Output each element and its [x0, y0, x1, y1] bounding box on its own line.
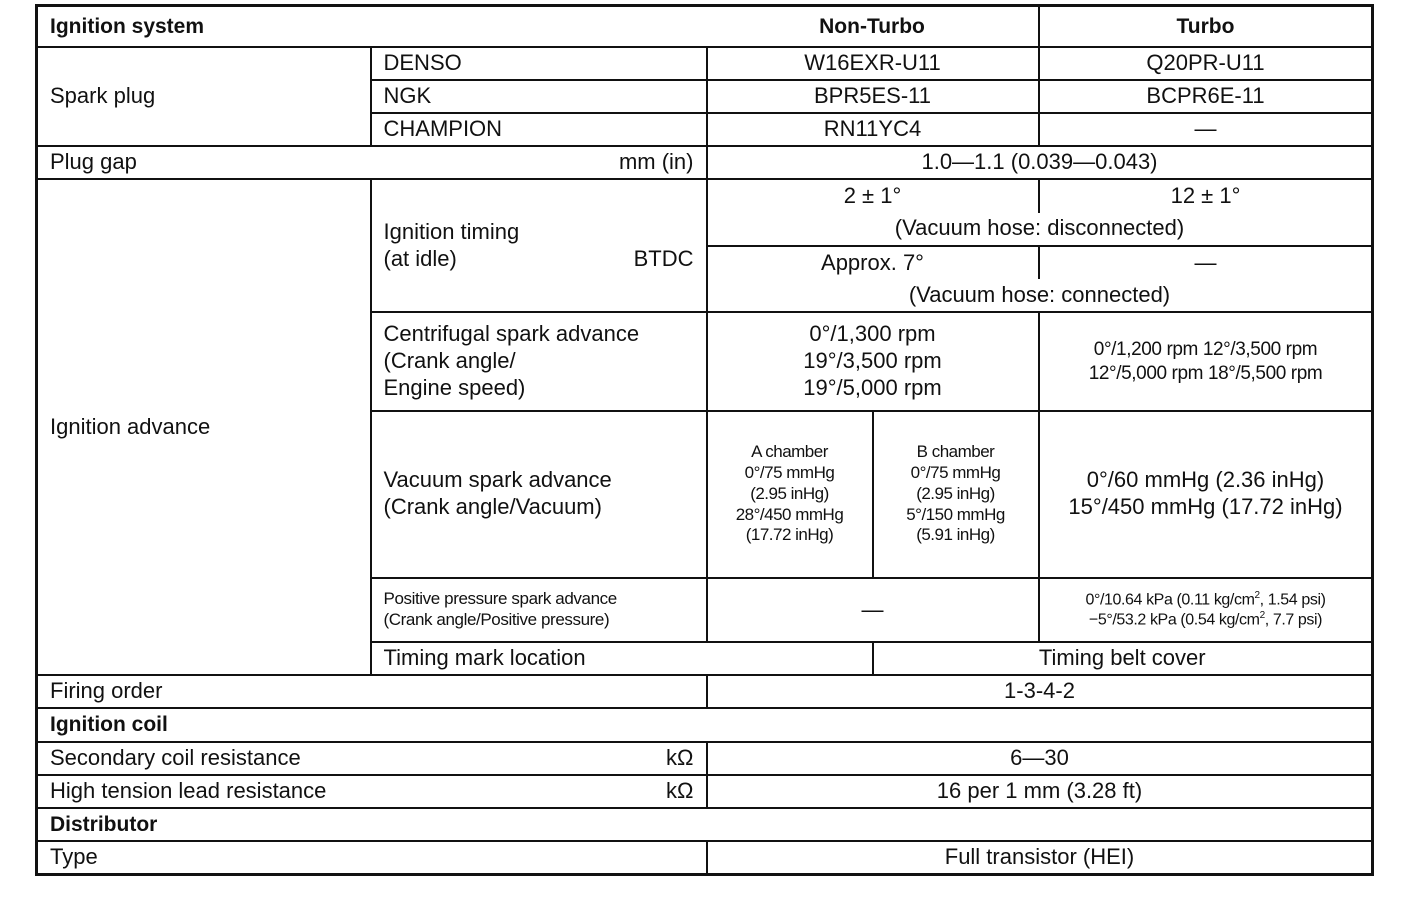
- vacuum-label: Vacuum spark advance: [383, 467, 612, 493]
- header-non-turbo: Non-Turbo: [707, 6, 1039, 47]
- centrifugal-sublabel-1: (Crank angle/: [383, 348, 516, 374]
- centrifugal-non-turbo: [707, 312, 1039, 411]
- positive-turbo-value: [1044, 590, 1368, 610]
- firing-order-value: 1-3-4-2: [707, 675, 1373, 708]
- header-row: [37, 6, 1373, 47]
- timing-disconnected-turbo: 12 ± 1°: [1039, 179, 1373, 212]
- header-turbo: Turbo: [1039, 6, 1373, 47]
- positive-non-turbo: —: [707, 578, 1039, 642]
- a-chamber-value: 0°/75 mmHg: [744, 463, 835, 483]
- distributor-type-row: [37, 841, 1373, 874]
- plug-gap-label-cell: [37, 146, 707, 179]
- plug-gap-row: [37, 146, 1373, 179]
- a-chamber-value: (17.72 inHg): [745, 525, 834, 545]
- timing-disconnected-non-turbo: 2 ± 1°: [707, 179, 1039, 212]
- section-title-ignition-coil: Ignition coil: [37, 708, 1373, 741]
- centrifugal-sublabel-2: Engine speed): [383, 374, 526, 400]
- high-tension-unit: kΩ: [666, 778, 694, 804]
- spark-plug-label: Spark plug: [37, 47, 371, 147]
- centrifugal-label-cell: [371, 312, 707, 411]
- spark-plug-turbo: —: [1039, 113, 1373, 146]
- positive-label-cell: [371, 578, 707, 642]
- secondary-coil-row: [37, 742, 1373, 775]
- secondary-coil-label: Secondary coil resistance: [50, 744, 301, 770]
- distributor-type-label: Type: [37, 841, 707, 874]
- superscript-two: 2: [1254, 590, 1260, 602]
- ignition-timing-label-cell: [371, 179, 707, 312]
- firing-order-label: Firing order: [37, 675, 707, 708]
- centrifugal-turbo-value: 12°/5,000 rpm 18°/5,500 rpm: [1088, 362, 1323, 384]
- timing-row-disconnected-values: [37, 179, 1373, 212]
- spark-plug-brand: CHAMPION: [371, 113, 707, 146]
- ignition-timing-unit: BTDC: [633, 245, 694, 271]
- vacuum-label-cell: [371, 411, 707, 578]
- spark-plug-row-denso: [37, 47, 1373, 80]
- section-title-distributor: Distributor: [37, 808, 1373, 841]
- vacuum-turbo-value: 0°/60 mmHg (2.36 inHg): [1086, 467, 1325, 493]
- vacuum-b-chamber: [873, 411, 1039, 578]
- centrifugal-label: Centrifugal spark advance: [383, 321, 640, 347]
- vacuum-turbo-value: 15°/450 mmHg (17.72 inHg): [1068, 494, 1343, 520]
- high-tension-value: 16 per 1 mm (3.28 ft): [707, 775, 1373, 808]
- timing-connected-turbo: —: [1039, 246, 1373, 279]
- timing-mark-label: Timing mark location: [371, 642, 873, 675]
- positive-turbo-text: , 1.54 psi): [1259, 591, 1326, 609]
- vacuum-a-chamber: [707, 411, 873, 578]
- timing-connected-non-turbo: Approx. 7°: [707, 246, 1039, 279]
- centrifugal-value: 0°/1,300 rpm: [809, 321, 936, 347]
- b-chamber-value: (5.91 inHg): [916, 525, 995, 545]
- plug-gap-unit: mm (in): [618, 149, 694, 175]
- ignition-coil-section-row: [37, 708, 1373, 741]
- b-chamber-value: (2.95 inHg): [916, 483, 995, 503]
- positive-turbo-value: [1044, 610, 1368, 630]
- spark-plug-turbo: Q20PR-U11: [1039, 47, 1373, 80]
- section-title-ignition-system: Ignition system: [37, 6, 707, 47]
- positive-sublabel: (Crank angle/Positive pressure): [383, 609, 610, 629]
- superscript-two: 2: [1259, 609, 1265, 621]
- timing-disconnected-note: (Vacuum hose: disconnected): [707, 213, 1373, 246]
- ignition-advance-label: Ignition advance: [37, 179, 371, 675]
- a-chamber-value: (2.95 inHg): [750, 483, 829, 503]
- spark-plug-brand: NGK: [371, 80, 707, 113]
- plug-gap-label: Plug gap: [50, 149, 137, 175]
- centrifugal-value: 19°/5,000 rpm: [803, 374, 942, 400]
- centrifugal-turbo: [1039, 312, 1373, 411]
- secondary-coil-value: 6—30: [707, 742, 1373, 775]
- spark-plug-non-turbo: BPR5ES-11: [707, 80, 1039, 113]
- timing-mark-value: Timing belt cover: [873, 642, 1373, 675]
- spark-plug-brand: DENSO: [371, 47, 707, 80]
- distributor-type-value: Full transistor (HEI): [707, 841, 1373, 874]
- high-tension-label: High tension lead resistance: [50, 778, 327, 804]
- high-tension-label-cell: [37, 775, 707, 808]
- spark-plug-non-turbo: W16EXR-U11: [707, 47, 1039, 80]
- secondary-coil-label-cell: [37, 742, 707, 775]
- a-chamber-title: A chamber: [751, 442, 828, 462]
- centrifugal-value: 19°/3,500 rpm: [803, 348, 942, 374]
- centrifugal-turbo-value: 0°/1,200 rpm 12°/3,500 rpm: [1093, 339, 1318, 361]
- positive-turbo-text: , 7.7 psi): [1264, 611, 1323, 629]
- positive-label: Positive pressure spark advance: [383, 589, 617, 609]
- b-chamber-value: 0°/75 mmHg: [910, 463, 1001, 483]
- spark-plug-turbo: BCPR6E-11: [1039, 80, 1373, 113]
- vacuum-turbo: [1039, 411, 1373, 578]
- plug-gap-value: 1.0—1.1 (0.039—0.043): [707, 146, 1373, 179]
- spark-plug-non-turbo: RN11YC4: [707, 113, 1039, 146]
- secondary-coil-unit: kΩ: [666, 744, 694, 770]
- b-chamber-title: B chamber: [916, 442, 995, 462]
- positive-turbo: [1039, 578, 1373, 642]
- a-chamber-value: 28°/450 mmHg: [735, 504, 844, 524]
- ignition-timing-label: Ignition timing: [383, 219, 520, 245]
- vacuum-sublabel: (Crank angle/Vacuum): [383, 494, 602, 520]
- ignition-timing-sublabel: (at idle): [383, 245, 457, 271]
- b-chamber-value: 5°/150 mmHg: [906, 504, 1005, 524]
- positive-turbo-text: 0°/10.64 kPa (0.11 kg/cm: [1085, 591, 1255, 609]
- distributor-section-row: [37, 808, 1373, 841]
- ignition-spec-table: [35, 4, 1374, 876]
- timing-connected-note: (Vacuum hose: connected): [707, 279, 1373, 312]
- firing-order-row: [37, 675, 1373, 708]
- positive-turbo-text: −5°/53.2 kPa (0.54 kg/cm: [1088, 611, 1260, 629]
- high-tension-row: [37, 775, 1373, 808]
